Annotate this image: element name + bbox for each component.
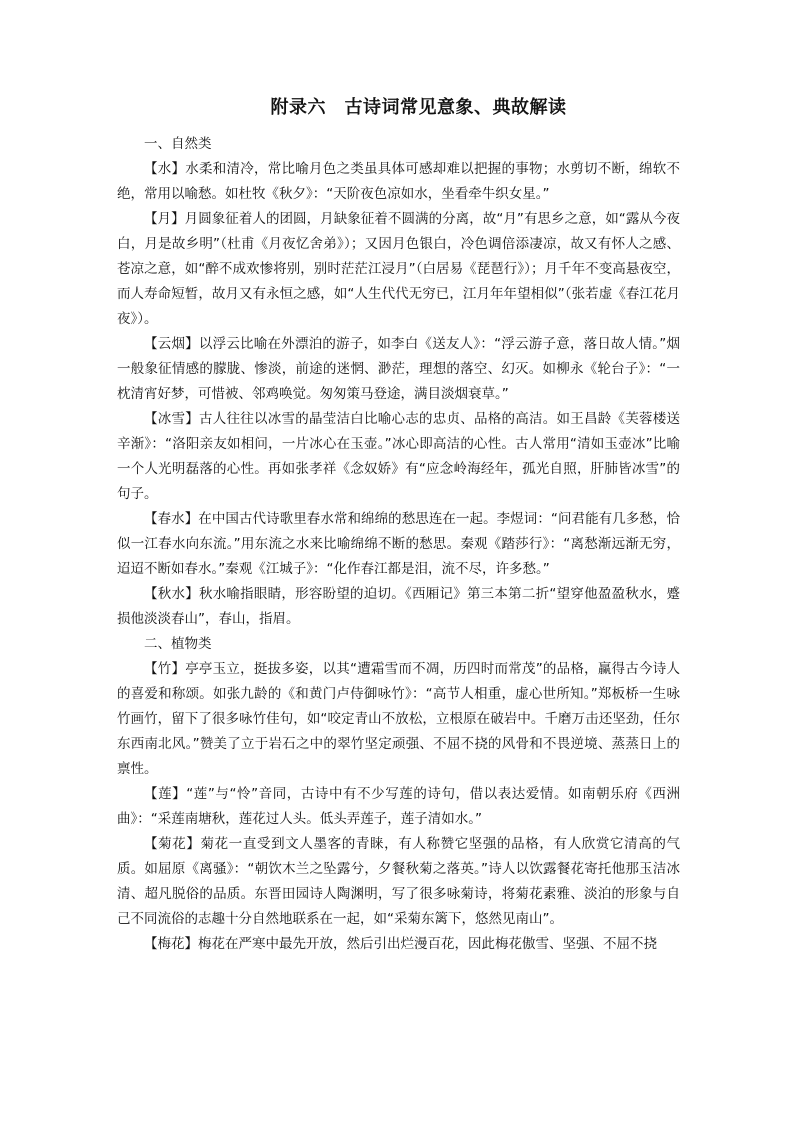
entry-term: 【水】 <box>144 161 186 177</box>
entry-autumn-water <box>117 582 680 632</box>
entry-bamboo <box>117 657 680 782</box>
entry-term: 【冰雪】 <box>144 411 199 427</box>
entry-text: 亭亭玉立，挺拔多姿，以其“遭霜雪而不凋，历四时而常茂”的品格，赢得古今诗人的喜爱和称颂。如张九龄的《和黄门卢侍御咏竹》：“高节人相重，虚心世所知。”郑板桥一生咏竹画竹，留下了很多咏竹佳句，如“咬定青山不放松，立根原在破岩中。千磨万击还坚劲，任尔东西南北风。”赞美了立于岩石之中的翠竹坚定顽强、不屈不挠的风骨和不畏逆境、蒸蒸日上的禀性。 <box>117 661 680 777</box>
entry-term: 【菊花】 <box>144 836 201 852</box>
entry-cloud-smoke <box>117 332 680 407</box>
entry-term: 【月】 <box>144 211 185 227</box>
entry-text: 水柔和清冷，常比喻月色之类虽具体可感却难以把握的事物；水剪切不断，绵软不绝，常用以喻愁。如杜牧《秋夕》：“天阶夜色凉如水，坐看牵牛织女星。” <box>117 161 680 202</box>
entry-term: 【云烟】 <box>144 336 199 352</box>
document-content <box>117 96 680 957</box>
entry-chrysanthemum <box>117 832 680 932</box>
entry-term: 【秋水】 <box>144 586 199 602</box>
entry-ice-snow <box>117 407 680 507</box>
entry-lotus <box>117 782 680 832</box>
entry-plum-blossom <box>117 932 680 957</box>
entry-text: 月圆象征着人的团圆，月缺象征着不圆满的分离，故“月”有思乡之意，如“露从今夜白，月是故乡明”（杜甫《月夜忆舍弟》）；又因月色银白，冷色调倍添凄凉，故又有怀人之感、苍凉之意，如“醉不成欢惨将别，别时茫茫江浸月”（白居易《琵琶行》）；月千年不变高悬夜空，而人寿命短暂，故月又有永恒之感，如“人生代代无穷已，江月年年望相似”（张若虚《春江花月夜》）。 <box>117 211 681 327</box>
entry-text: 秋水喻指眼睛，形容盼望的迫切。《西厢记》第三本第二折“望穿他盈盈秋水，蹙损他淡淡春山”，春山，指眉。 <box>117 586 680 627</box>
entry-term: 【梅花】 <box>144 936 198 952</box>
entry-moon <box>117 207 680 332</box>
entry-text: 在中国古代诗歌里春水常和绵绵的愁思连在一起。李煜词：“问君能有几多愁，恰似一江春水向东流。”用东流之水来比喻绵绵不断的愁思。秦观《踏莎行》：“离愁渐远渐无穷，迢迢不断如春水。”秦观《江城子》：“化作春江都是泪，流不尽，许多愁。” <box>117 511 681 577</box>
entry-water <box>117 157 680 207</box>
section-heading-plants: 二、植物类 <box>144 636 212 652</box>
entry-term: 【竹】 <box>144 661 186 677</box>
entry-spring-water <box>117 507 680 582</box>
page-title: 附录六 古诗词常见意象、典故解读 <box>270 97 567 118</box>
entry-term: 【莲】 <box>144 786 187 802</box>
entry-text: “莲”与“怜”音同，古诗中有不少写莲的诗句，借以表达爱情。如南朝乐府《西洲曲》：“采莲南塘秋，莲花过人头。低头弄莲子，莲子清如水。” <box>117 786 680 827</box>
entry-text: 古人往往以冰雪的晶莹洁白比喻心志的忠贞、品格的高洁。如王昌龄《芙蓉楼送辛渐》：“洛阳亲友如相问，一片冰心在玉壶。”冰心即高洁的心性。古人常用“清如玉壶冰”比喻一个人光明磊落的心性。再如张孝祥《念奴娇》有“应念岭海经年，孤光自照，肝肺皆冰雪”的句子。 <box>117 411 680 502</box>
entry-text: 以浮云比喻在外漂泊的游子，如李白《送友人》：“浮云游子意，落日故人情。”烟一般象征情感的朦胧、惨淡，前途的迷惘、渺茫，理想的落空、幻灭。如柳永《轮台子》：“一枕清宵好梦，可惜被、邻鸡唤觉。匆匆策马登途，满目淡烟衰草。” <box>117 336 680 402</box>
section-heading-nature: 一、自然类 <box>144 136 212 152</box>
entry-text: 菊花一直受到文人墨客的青睐，有人称赞它坚强的品格，有人欣赏它清高的气质。如屈原《离骚》：“朝饮木兰之坠露兮，夕餐秋菊之落英。”诗人以饮露餐花寄托他那玉洁冰清、超凡脱俗的品质。东晋田园诗人陶渊明，写了很多咏菊诗，将菊花素雅、淡泊的形象与自己不同流俗的志趣十分自然地联系在一起，如“采菊东篱下，悠然见南山”。 <box>117 836 681 927</box>
entry-text: 梅花在严寒中最先开放，然后引出烂漫百花，因此梅花傲雪、坚强、不屈不挠 <box>198 936 657 952</box>
entry-term: 【春水】 <box>144 511 199 527</box>
